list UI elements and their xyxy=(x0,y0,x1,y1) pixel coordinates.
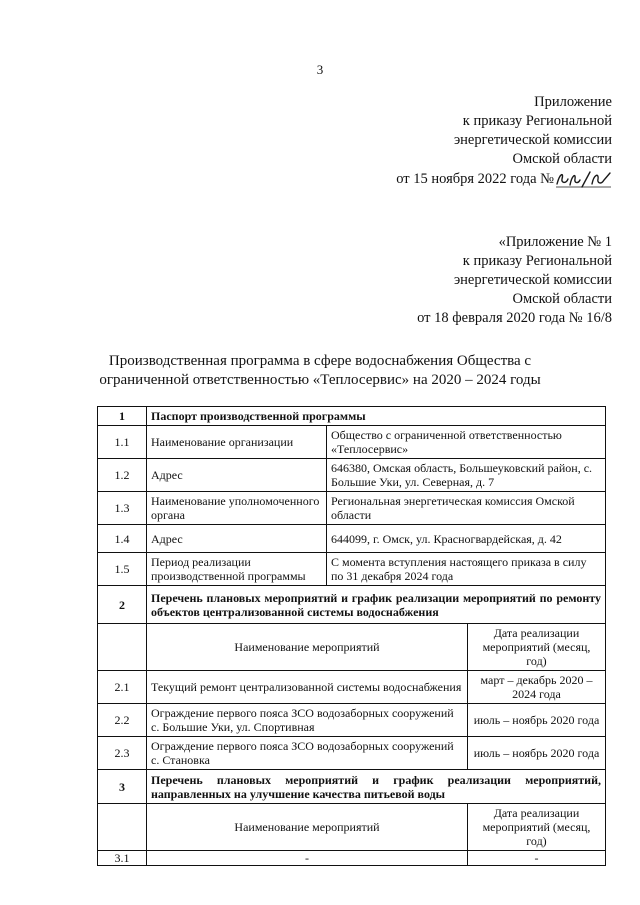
activity-date: июль – ноябрь 2020 года xyxy=(468,737,606,770)
activity-date: июль – ноябрь 2020 года xyxy=(468,704,606,737)
page-number: 3 xyxy=(316,62,324,77)
row-number: 1.4 xyxy=(98,525,147,553)
activity-name: Текущий ремонт централизованной системы водоснабжения xyxy=(147,671,468,704)
appendix1-line: энергетической комиссии xyxy=(453,272,612,288)
table-row xyxy=(98,851,606,866)
row-number: 2.1 xyxy=(98,671,147,704)
table-row xyxy=(98,671,606,704)
appendix1-line: «Приложение № 1 xyxy=(498,234,612,250)
table-row xyxy=(98,525,606,553)
row-value: 644099, г. Омск, ул. Красногвардейская, д. 42 xyxy=(327,525,606,553)
activity-name: Ограждение первого пояса ЗСО водозаборных сооружений с. Большие Уки, ул. Спортивная xyxy=(147,704,468,737)
column-header-date: Дата реализации мероприятий (месяц, год) xyxy=(468,804,606,851)
appendix1-line: от 18 февраля 2020 года № 16/8 xyxy=(417,310,612,326)
row-number: 2 xyxy=(98,586,147,624)
section-header-row xyxy=(98,407,606,426)
blank-cell xyxy=(98,624,147,671)
activity-name: Ограждение первого пояса ЗСО водозаборных сооружений с. Становка xyxy=(147,737,468,770)
activity-date: март – декабрь 2020 – 2024 года xyxy=(468,671,606,704)
row-number: 1.2 xyxy=(98,459,147,492)
row-number: 1 xyxy=(98,407,147,426)
title-line: ограниченной ответственностью «Теплосервис» на 2020 – 2024 годы xyxy=(99,372,541,388)
appendix1-block xyxy=(417,233,612,328)
activity-date: - xyxy=(468,851,606,866)
appendix1-line: Омской области xyxy=(512,291,612,307)
section-title: Перечень плановых мероприятий и график реализации мероприятий, направленных на улучшение качества питьевой воды xyxy=(147,770,606,804)
blank-cell xyxy=(98,804,147,851)
appendix-line: Приложение xyxy=(534,94,612,110)
column-header-row xyxy=(98,624,606,671)
row-number: 2.3 xyxy=(98,737,147,770)
row-label: Адрес xyxy=(147,459,327,492)
row-label: Период реализации производственной программы xyxy=(147,553,327,586)
section-title: Перечень плановых мероприятий и график реализации мероприятий по ремонту объектов централизованной системы водоснабжения xyxy=(147,586,606,624)
row-number: 1.3 xyxy=(98,492,147,525)
appendix-line: Омской области xyxy=(512,151,612,167)
row-value: С момента вступления настоящего приказа в силу по 31 декабря 2024 года xyxy=(327,553,606,586)
row-number: 3 xyxy=(98,770,147,804)
row-number: 3.1 xyxy=(98,851,147,866)
row-label: Наименование уполномоченного органа xyxy=(147,492,327,525)
table-row xyxy=(98,426,606,459)
section-header-row xyxy=(98,770,606,804)
appendix-line: к приказу Региональной xyxy=(462,113,612,129)
appendix-line: энергетической комиссии xyxy=(453,132,612,148)
row-label: Наименование организации xyxy=(147,426,327,459)
section-header-row xyxy=(98,586,606,624)
row-value: 646380, Омская область, Большеуковский район, с. Большие Уки, ул. Северная, д. 7 xyxy=(327,459,606,492)
row-value: Региональная энергетическая комиссия Омской области xyxy=(327,492,606,525)
table-row xyxy=(98,737,606,770)
row-number: 1.1 xyxy=(98,426,147,459)
row-value: Общество с ограниченной ответственностью «Теплосервис» xyxy=(327,426,606,459)
table-row xyxy=(98,704,606,737)
column-header-name: Наименование мероприятий xyxy=(147,624,468,671)
appendix1-line: к приказу Региональной xyxy=(462,253,612,269)
column-header-name: Наименование мероприятий xyxy=(147,804,468,851)
title-line: Производственная программа в сфере водоснабжения Общества с xyxy=(108,353,532,369)
handwritten-number-signature xyxy=(554,169,612,189)
row-number: 2.2 xyxy=(98,704,147,737)
row-number: 1.5 xyxy=(98,553,147,586)
section-title: Паспорт производственной программы xyxy=(147,407,606,426)
table-row xyxy=(98,459,606,492)
column-header-date: Дата реализации мероприятий (месяц, год) xyxy=(468,624,606,671)
appendix-block xyxy=(396,93,612,189)
activity-name: - xyxy=(147,851,468,866)
appendix-date-line xyxy=(396,169,612,189)
column-header-row xyxy=(98,804,606,851)
row-label: Адрес xyxy=(147,525,327,553)
program-table xyxy=(97,406,606,866)
table-row xyxy=(98,492,606,525)
appendix-date: от 15 ноября 2022 года № xyxy=(396,171,554,187)
document-title xyxy=(60,352,580,390)
table-row xyxy=(98,553,606,586)
